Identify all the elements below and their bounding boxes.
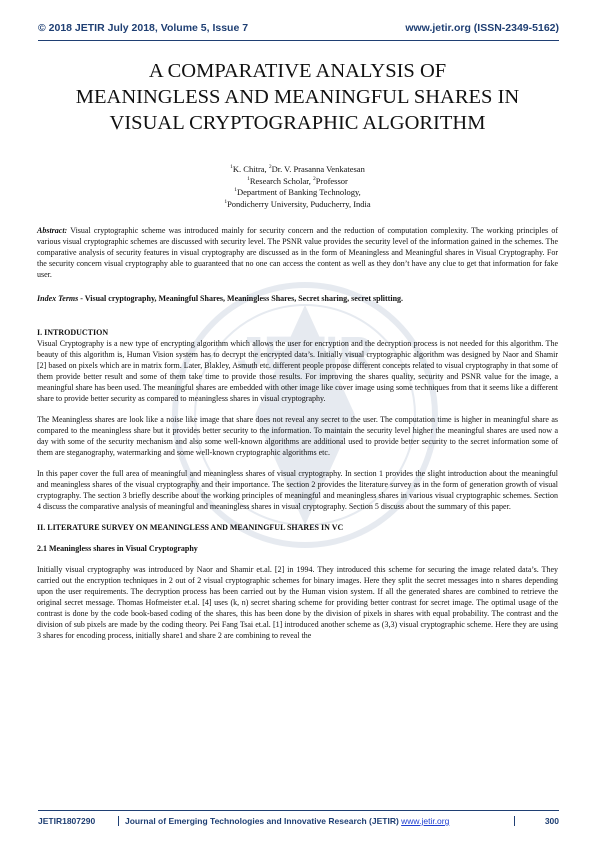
abstract-text: Visual cryptographic scheme was introduced mainly for security concern and the reduction of computation complexity. The working principles of various visual cryptographic schemes are discussed with security level. The PSNR value provides the security level of the information gained in the schemes. The comparative analysis of security features in visual cryptography are discussed as in the form of Meaningless and Meaningful shares in Visual Cryptography. For the security concern visual cryptography able to guaranteed that no one can access the content as well as they don’t have any clue to get that information for fake user. [37, 226, 558, 279]
intro-paragraph-2: The Meaningless shares are look like a noise like image that share does not reveal any secret to the user. The computation time is higher in meaningful share as compared to the meaningless share but it provides better security to the information. To maintain the security level higher the meaningful shares are used now a day with some of the security mechanism and also some well-known algorithms are additional used to provide better security to the secret information some of them are steganography, watermarking and some well-known cryptographic algorithms etc. [37, 415, 558, 457]
intro-heading: I. INTRODUCTION [37, 328, 109, 337]
watermark-text: JETIR [236, 328, 374, 381]
author-names: $^1$K. Chitra, $^2$Dr. V. Prasanna Venkatesan [230, 164, 365, 174]
index-terms [37, 293, 558, 304]
footer-divider [38, 810, 559, 811]
lit-survey-heading: II. LITERATURE SURVEY ON MEANINGLESS AND MEANINGFUL SHARES IN VC [37, 523, 344, 532]
title-line-3: VISUAL CRYPTOGRAPHIC ALGORITHM [109, 112, 486, 134]
paper-body [37, 225, 558, 641]
author-department: $^1$Department of Banking Technology, [234, 187, 361, 197]
footer-journal-link[interactable]: www.jetir.org [401, 816, 450, 826]
lit-paragraph-1: Initially visual cryptography was introduced by Naor and Shamir et.al. [2] in 1994. They introduced this scheme for securing the image related data’s. They carried out the encryption techniques in 2 out of 2 visual cryptographic schemes for binary images. Here they split the secret messages into n shares depending upon the user requirements. The decryption process has been carried out by the Human vision system. If all the generated shares are combined to retrieve the original secret message. Thomas Hofmeister et.al. [4] uses (k, n) secret sharing scheme for providing better contrast for secret image. The optimal usage of the contrast is done by the code book-based coding of the shares, this has been done by the division of pixels in shares with equal probability. The contrast and the division of sub pixels are made by the coding theory. Pei Fang Tsai et.al. [1] introduced another scheme as (3,3) visual cryptographic scheme. Here they are using 3 shares for encoding process, initially share1 and share 2 are combining to reveal the [37, 565, 558, 640]
author-block [0, 164, 595, 210]
paper-title [30, 58, 565, 136]
header-left: © 2018 JETIR July 2018, Volume 5, Issue 7 [38, 22, 249, 34]
abstract [37, 225, 558, 280]
index-terms-label: Index Terms [37, 294, 79, 303]
intro-paragraph-3: In this paper cover the full area of meaningful and meaningless shares of visual cryptography. In section 1 provides the slight introduction about the meaningful and meaningless shares of the visual cryptography and their importance. The section 2 provides the literature survey as in the form of generation growth of visual cryptography. The section 3 briefly describe about the working principles of meaningful and meaningless shares in various visual cryptographic schemes. Section 4 discuss the comparative analysis of meaningful and meaningless shares in visual cryptography. Section 5 discuss about the summary of this paper. [37, 469, 558, 511]
running-footer [38, 816, 559, 826]
author-roles: $^1$Research Scholar, $^2$Professor [247, 175, 348, 186]
running-header [38, 22, 559, 34]
footer-paper-id: JETIR1807290 [38, 816, 119, 826]
intro-paragraph-1: Visual Cryptography is a new type of encrypting algorithm which allows the user for encryption and the decryption process is not needed for this algorithm. The beauty of this algorithm is, Human Vision system has to decrypt the encrypted data’s. Initially visual cryptographic algorithm was designed by Naor and Shamir [2] based on pixels which are in matrix form. Later, Blakley, Asmuth etc. different people propose different concepts related to visual cryptography in that some of them provide better result and some of them take time to provide those results. For improving the shares quality, security and PSNR value for the image, a meaningful share has been used. The meaningful shares are embedded with other image like cover image using some techniques from that it seems like a different share to provide better security as compared to meaningless shares in visual cryptography. [37, 339, 558, 403]
title-line-1: A COMPARATIVE ANALYSIS OF [148, 60, 447, 82]
subsection-heading: 2.1 Meaningless shares in Visual Cryptography [37, 544, 198, 553]
abstract-label: Abstract: [37, 226, 68, 235]
title-line-2: MEANINGLESS AND MEANINGFUL SHARES IN [75, 86, 520, 108]
header-right: www.jetir.org (ISSN-2349-5162) [405, 22, 559, 34]
author-university: $^1$Pondicherry University, Puducherry, India [224, 198, 371, 209]
header-divider [38, 40, 559, 41]
footer-page-number: 300 [544, 816, 559, 826]
footer-journal: Journal of Emerging Technologies and Innovative Research (JETIR) www.jetir.org [119, 816, 515, 826]
index-terms-text: - Visual cryptography, Meaningful Shares, Meaningless Shares, Secret sharing, secret splitting. [78, 294, 404, 303]
